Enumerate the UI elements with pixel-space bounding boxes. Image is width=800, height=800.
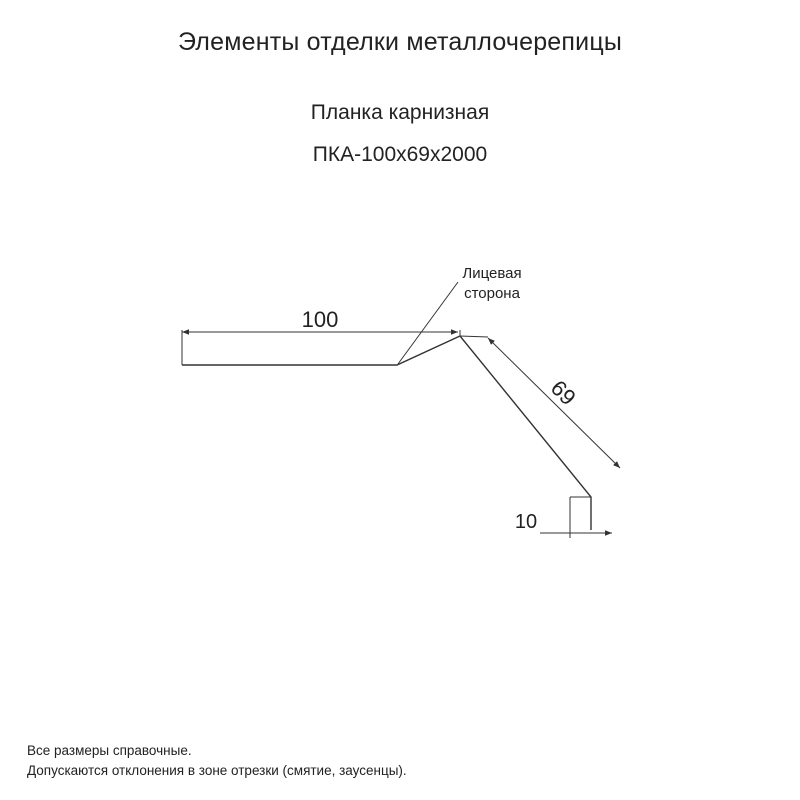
note-reference-dimensions: Все размеры справочные.	[27, 743, 192, 758]
profile-outline	[182, 336, 591, 530]
dimension-label-drip: 10	[514, 511, 538, 533]
page-title: Элементы отделки металлочерепицы	[177, 28, 623, 56]
note-cut-tolerance: Допускаются отклонения в зоне отрезки (смятие, заусенцы).	[27, 763, 407, 778]
product-name: Планка карнизная	[310, 101, 490, 124]
dimension-label-slope: 69	[545, 375, 581, 411]
extension-line-slope-top	[460, 336, 488, 337]
product-code: ПКА-100х69х2000	[312, 143, 488, 166]
dimension-line-slope	[488, 338, 620, 468]
face-side-label-line1: Лицевая	[462, 265, 522, 282]
dimension-label-top-flange: 100	[301, 307, 339, 332]
face-side-label-line2: сторона	[464, 285, 520, 302]
leader-line-face-side	[398, 282, 458, 364]
